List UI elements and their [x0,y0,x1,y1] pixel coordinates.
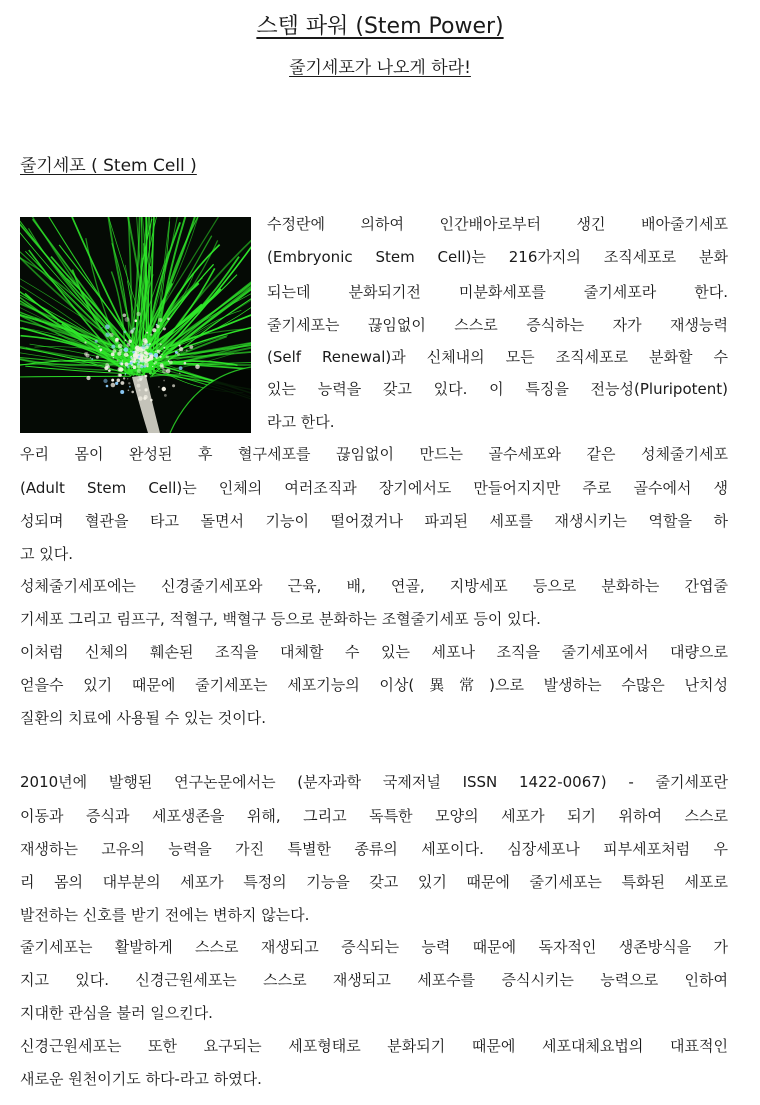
intro-line: (Embryonic Stem Cell)는 216가지의 조직세포로 분화 [267,248,728,266]
body-line: 우리 몸이 완성된 후 혈구세포를 끊임없이 만드는 골수세포와 같은 성체줄기세포 [20,445,728,463]
stem-cell-image [20,217,251,433]
body-line: 새로운 원천이기도 하다-라고 하였다. [20,1070,262,1088]
body-line: 이처럼 신체의 훼손된 조직을 대체할 수 있는 세포나 조직을 줄기세포에서 대량으로 [20,643,728,661]
page-subtitle: 줄기세포가 나오게 하라! [289,58,471,78]
body-line: 신경근원세포는 또한 요구되는 세포형태로 분화되기 때문에 세포대체요법의 대표적인 [20,1037,728,1055]
body-line: 이동과 증식과 세포생존을 위해, 그리고 독특한 모양의 세포가 되기 위하여 스스로 [20,807,728,825]
body-line: 질환의 치료에 사용될 수 있는 것이다. [20,709,266,727]
intro-line: 줄기세포는 끊임없이 스스로 증식하는 자가 재생능력 [267,316,728,334]
body-line: 지고 있다. 신경근원세포는 스스로 재생되고 세포수를 증식시키는 능력으로 인하여 [20,971,728,989]
body-line: 발전하는 신호를 받기 전에는 변하지 않는다. [20,906,310,924]
intro-line: 수정란에 의하여 인간배아로부터 생긴 배아줄기세포 [267,215,728,233]
page-title: 스템 파워 (Stem Power) [256,14,504,39]
body-line: 재생하는 고유의 능력을 가진 특별한 종류의 세포이다. 심장세포나 피부세포처럼 우 [20,840,728,858]
body-line: (Adult Stem Cell)는 인체의 여러조직과 장기에서도 만들어지지만 주로 골수에서 생 [20,479,728,497]
intro-line: 있는 능력을 갖고 있다. 이 특징을 전능성(Pluripotent) [267,380,728,398]
intro-line: 되는데 분화되기전 미분화세포를 줄기세포라 한다. [267,283,728,301]
body-line: 리 몸의 대부분의 세포가 특정의 기능을 갖고 있기 때문에 줄기세포는 특화된 세포로 [20,873,728,891]
body-line: 성체줄기세포에는 신경줄기세포와 근육, 배, 연골, 지방세포 등으로 분화하는 간엽줄 [20,577,728,595]
body-line: 기세포 그리고 림프구, 적혈구, 백혈구 등으로 분화하는 조혈줄기세포 등이 있다. [20,610,541,628]
body-line: 얻을수 있기 때문에 줄기세포는 세포기능의 이상(異常)으로 발생하는 수많은 난치성 [20,676,728,694]
body-line: 성되며 혈관을 타고 돌면서 기능이 떨어졌거나 파괴된 세포를 재생시키는 역할을 하 [20,512,728,530]
intro-line: (Self Renewal)과 신체내의 모든 조직세포로 분화할 수 [267,348,728,366]
stem-cell-illustration [20,217,251,433]
body-line: 고 있다. [20,545,74,563]
body-line: 줄기세포는 활발하게 스스로 재생되고 증식되는 능력 때문에 독자적인 생존방식을 가 [20,938,728,956]
body-line: 2010년에 발행된 연구논문에서는 (분자과학 국제저널 ISSN 1422-0067) - 줄기세포란 [20,773,728,791]
section-heading: 줄기세포 ( Stem Cell ) [20,156,197,176]
intro-line: 라고 한다. [267,413,335,431]
body-line: 지대한 관심을 불러 일으킨다. [20,1004,213,1022]
